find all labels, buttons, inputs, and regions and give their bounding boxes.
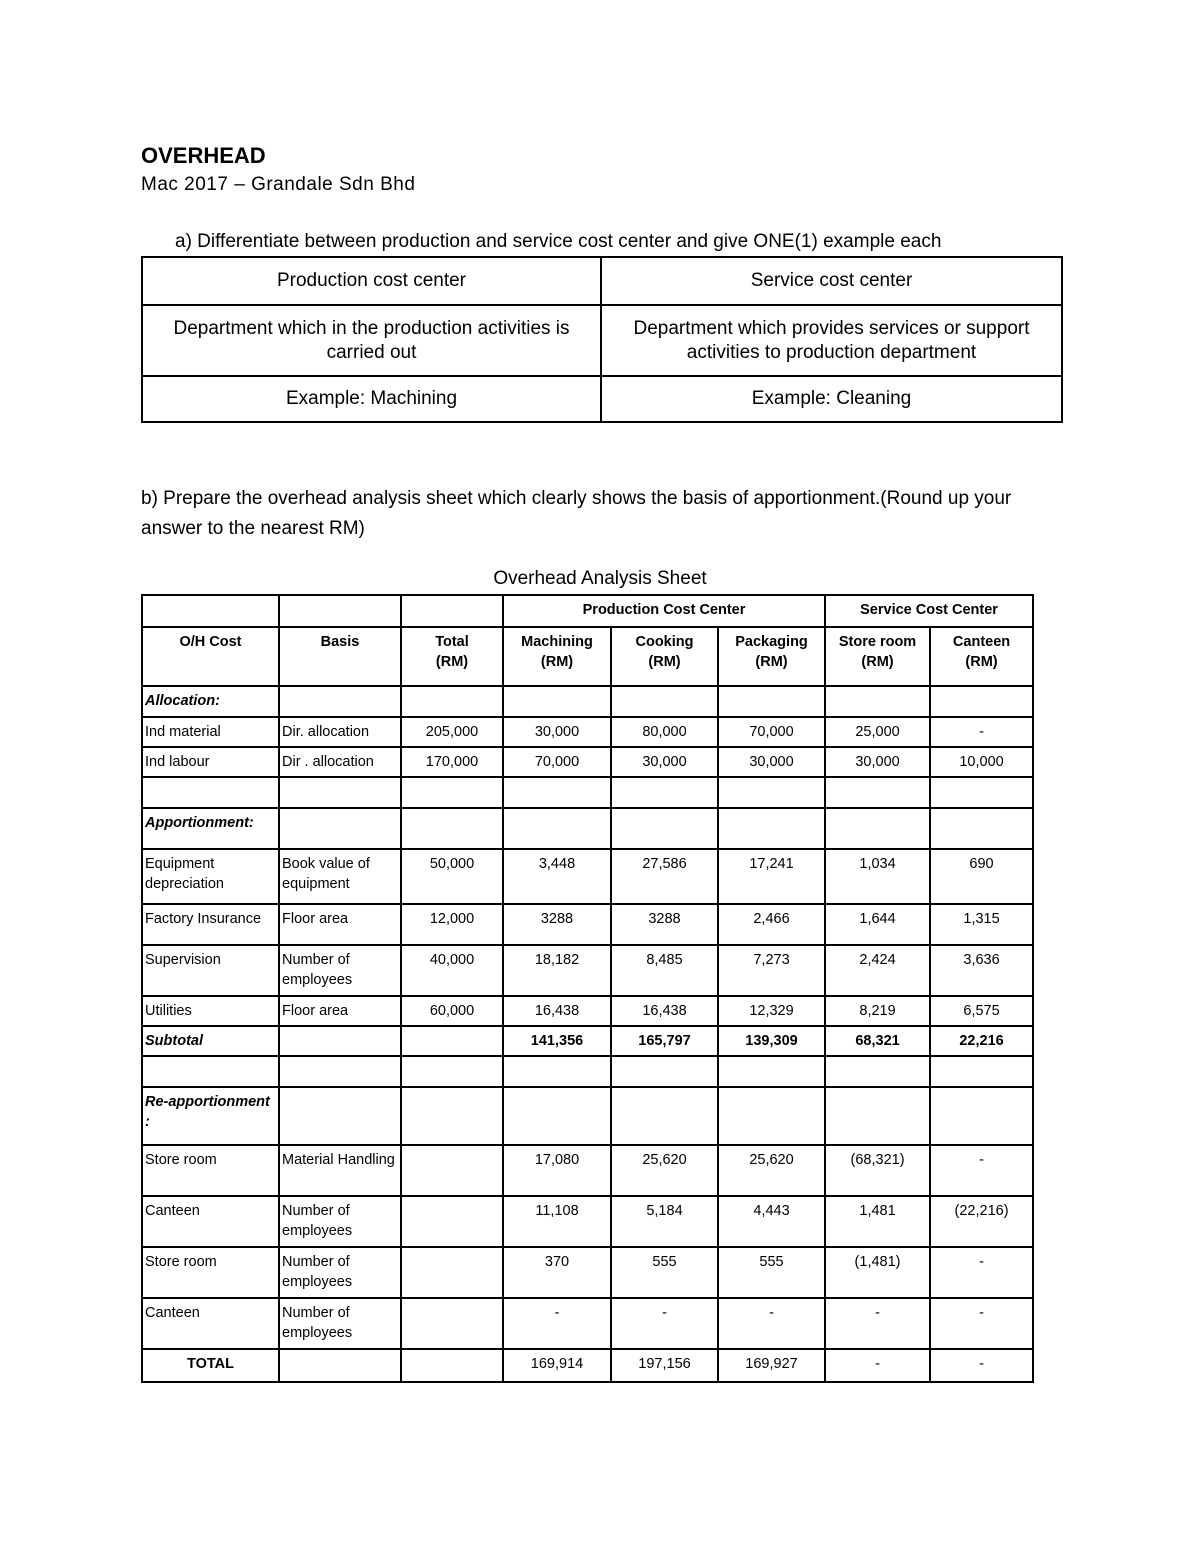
row-cost: Store room [142,1145,279,1196]
row-basis: Number of employees [279,945,401,996]
cell-machining: 16,438 [503,996,611,1026]
cell-store-room: 1,481 [825,1196,930,1247]
cell-machining: 17,080 [503,1145,611,1196]
cell-machining: 30,000 [503,717,611,747]
cell-cooking: 3288 [611,904,718,945]
row-basis: Number of employees [279,1196,401,1247]
row-cost: Ind labour [142,747,279,777]
total-store-room: - [825,1349,930,1382]
cell-total: 50,000 [401,849,503,904]
cell-machining: 370 [503,1247,611,1298]
blank-row [142,777,1033,808]
row-basis: Number of employees [279,1298,401,1349]
page-title: OVERHEAD [141,143,266,168]
empty-header-cell [142,595,279,627]
cell-cooking: 25,620 [611,1145,718,1196]
cell-machining: 11,108 [503,1196,611,1247]
cell-total: 170,000 [401,747,503,777]
cost-center-comparison-table [141,256,1063,423]
row-cost: Store room [142,1247,279,1298]
col-header-oh-cost: O/H Cost [142,627,279,686]
cell-machining: 3,448 [503,849,611,904]
cell-packaging: 25,620 [718,1145,825,1196]
row-cost: Utilities [142,996,279,1026]
subtotal-cooking: 165,797 [611,1026,718,1056]
cell-canteen: 6,575 [930,996,1033,1026]
col-header-total: Total (RM) [401,627,503,686]
cell-canteen: 1,315 [930,904,1033,945]
col-header-packaging: Packaging (RM) [718,627,825,686]
cell-machining: 3288 [503,904,611,945]
cell-packaging: - [718,1298,825,1349]
cell-canteen: 690 [930,849,1033,904]
section-reapportionment: Re-apportionment : [142,1087,279,1145]
cell-store-room: 8,219 [825,996,930,1026]
cell-cooking: 27,586 [611,849,718,904]
col-header-cooking: Cooking (RM) [611,627,718,686]
cell-canteen: - [930,1145,1033,1196]
definition-service: Department which provides services or support activities to production department [601,305,1062,376]
col-header-machining: Machining (RM) [503,627,611,686]
cell-store-room: - [825,1298,930,1349]
cell-packaging: 2,466 [718,904,825,945]
header-service: Service cost center [601,257,1062,305]
row-cost: Factory Insurance [142,904,279,945]
blank-row [142,1056,1033,1087]
row-basis: Dir . allocation [279,747,401,777]
total-label: TOTAL [142,1349,279,1382]
row-cost: Ind material [142,717,279,747]
row-basis: Dir. allocation [279,717,401,747]
row-cost: Equipment depreciation [142,849,279,904]
cell-store-room: 30,000 [825,747,930,777]
subtotal-store-room: 68,321 [825,1026,930,1056]
cell-store-room: 1,034 [825,849,930,904]
total-canteen: - [930,1349,1033,1382]
row-cost: Supervision [142,945,279,996]
cell-canteen: - [930,1298,1033,1349]
overhead-analysis-table [141,594,1034,1383]
cell-canteen: (22,216) [930,1196,1033,1247]
cell-cooking: 8,485 [611,945,718,996]
cell-total: 12,000 [401,904,503,945]
cell-store-room: 2,424 [825,945,930,996]
cell-canteen: - [930,717,1033,747]
question-a: a) Differentiate between production and service cost center and give ONE(1) example each [175,231,942,252]
cell-machining: 18,182 [503,945,611,996]
subtotal-canteen: 22,216 [930,1026,1033,1056]
col-header-basis: Basis [279,627,401,686]
cell-total: 40,000 [401,945,503,996]
cell-packaging: 555 [718,1247,825,1298]
cell-store-room: (1,481) [825,1247,930,1298]
col-header-store-room: Store room (RM) [825,627,930,686]
total-machining: 169,914 [503,1349,611,1382]
total-packaging: 169,927 [718,1349,825,1382]
cell-canteen: 10,000 [930,747,1033,777]
row-basis: Material Handling [279,1145,401,1196]
row-basis: Number of employees [279,1247,401,1298]
cell-packaging: 17,241 [718,849,825,904]
row-basis: Floor area [279,904,401,945]
cell-cooking: 80,000 [611,717,718,747]
cell-packaging: 30,000 [718,747,825,777]
row-basis: Floor area [279,996,401,1026]
cell-total: 60,000 [401,996,503,1026]
definition-production: Department which in the production activities is carried out [142,305,601,376]
cell-store-room: 25,000 [825,717,930,747]
section-allocation: Allocation: [142,686,279,717]
subtotal-machining: 141,356 [503,1026,611,1056]
subtotal-packaging: 139,309 [718,1026,825,1056]
col-header-canteen: Canteen (RM) [930,627,1033,686]
cell-packaging: 7,273 [718,945,825,996]
cell-store-room: 1,644 [825,904,930,945]
cell-cooking: 5,184 [611,1196,718,1247]
page-subtitle: Mac 2017 – Grandale Sdn Bhd [141,174,416,195]
cell-cooking: - [611,1298,718,1349]
sheet-title: Overhead Analysis Sheet [493,568,707,589]
cell-packaging: 12,329 [718,996,825,1026]
section-apportionment: Apportionment: [142,808,279,849]
cell-machining: 70,000 [503,747,611,777]
total-cooking: 197,156 [611,1349,718,1382]
example-production: Example: Machining [142,376,601,422]
cell-total: 205,000 [401,717,503,747]
empty-header-cell [401,595,503,627]
cell-machining: - [503,1298,611,1349]
header-production: Production cost center [142,257,601,305]
subtotal-label: Subtotal [142,1026,279,1056]
cell-packaging: 4,443 [718,1196,825,1247]
cell-packaging: 70,000 [718,717,825,747]
group-service-header: Service Cost Center [825,595,1033,627]
cell-cooking: 555 [611,1247,718,1298]
group-production-header: Production Cost Center [503,595,825,627]
cell-store-room: (68,321) [825,1145,930,1196]
cell-canteen: 3,636 [930,945,1033,996]
cell-cooking: 16,438 [611,996,718,1026]
question-b: b) Prepare the overhead analysis sheet which clearly shows the basis of apportionment.(Round up your answer to the nearest RM) [141,488,1012,539]
row-cost: Canteen [142,1196,279,1247]
empty-header-cell [279,595,401,627]
row-cost: Canteen [142,1298,279,1349]
row-basis: Book value of equipment [279,849,401,904]
example-service: Example: Cleaning [601,376,1062,422]
cell-canteen: - [930,1247,1033,1298]
cell-cooking: 30,000 [611,747,718,777]
